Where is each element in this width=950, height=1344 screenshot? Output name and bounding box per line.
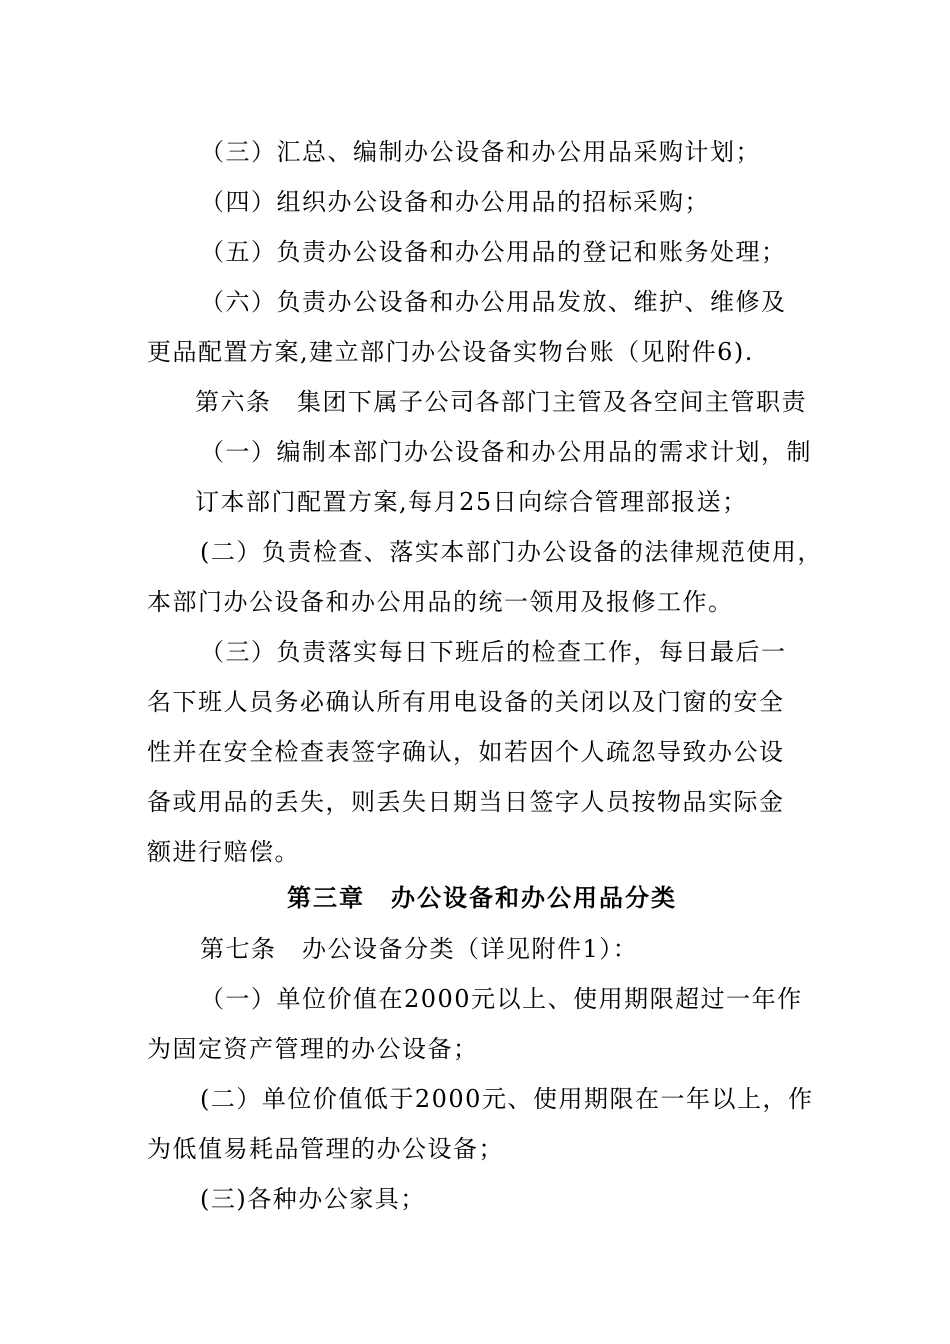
- paragraph-line: (三)各种办公家具；: [200, 1185, 426, 1213]
- paragraph-line: 为低值易耗品管理的办公设备；: [147, 1135, 504, 1163]
- paragraph-line: （一）单位价值在2000元以上、使用期限超过一年作: [200, 985, 803, 1013]
- paragraph-line: （三）负责落实每日下班后的检查工作，每日最后一: [200, 638, 787, 666]
- paragraph-line: 额进行赔偿。: [147, 838, 300, 866]
- paragraph-line: （六）负责办公设备和办公用品发放、维护、维修及: [200, 288, 787, 316]
- paragraph-line: （一）编制本部门办公设备和办公用品的需求计划，制: [200, 438, 812, 466]
- paragraph-line: 更品配置方案,建立部门办公设备实物台账（见附件6).: [147, 338, 754, 366]
- paragraph-line: (二）负责检查、落实本部门办公设备的法律规范使用，: [200, 538, 823, 566]
- paragraph-line: 名下班人员务必确认所有用电设备的关闭以及门窗的安全: [147, 688, 785, 716]
- paragraph-line: 为固定资产管理的办公设备；: [147, 1035, 479, 1063]
- article-title: 第七条 办公设备分类（详见附件1）：: [200, 935, 639, 963]
- paragraph-line: 性并在安全检查表签字确认，如若因个人疏忽导致办公设: [147, 738, 785, 766]
- paragraph-line: （三）汇总、编制办公设备和办公用品采购计划；: [200, 138, 761, 166]
- paragraph-line: 本部门办公设备和办公用品的统一领用及报修工作。: [147, 588, 734, 616]
- paragraph-line: 备或用品的丢失，则丢失日期当日签字人员按物品实际金: [147, 788, 785, 816]
- paragraph-line: （四）组织办公设备和办公用品的招标采购；: [200, 188, 710, 216]
- article-title: 第六条 集团下属子公司各部门主管及各空间主管职责: [195, 388, 807, 416]
- paragraph-line: （五）负责办公设备和办公用品的登记和账务处理；: [200, 238, 787, 266]
- paragraph-line: (二）单位价值低于2000元、使用期限在一年以上，作: [200, 1085, 814, 1113]
- paragraph-line: 订本部门配置方案,每月25日向综合管理部报送；: [195, 488, 748, 516]
- chapter-heading: 第三章 办公设备和办公用品分类: [287, 883, 677, 912]
